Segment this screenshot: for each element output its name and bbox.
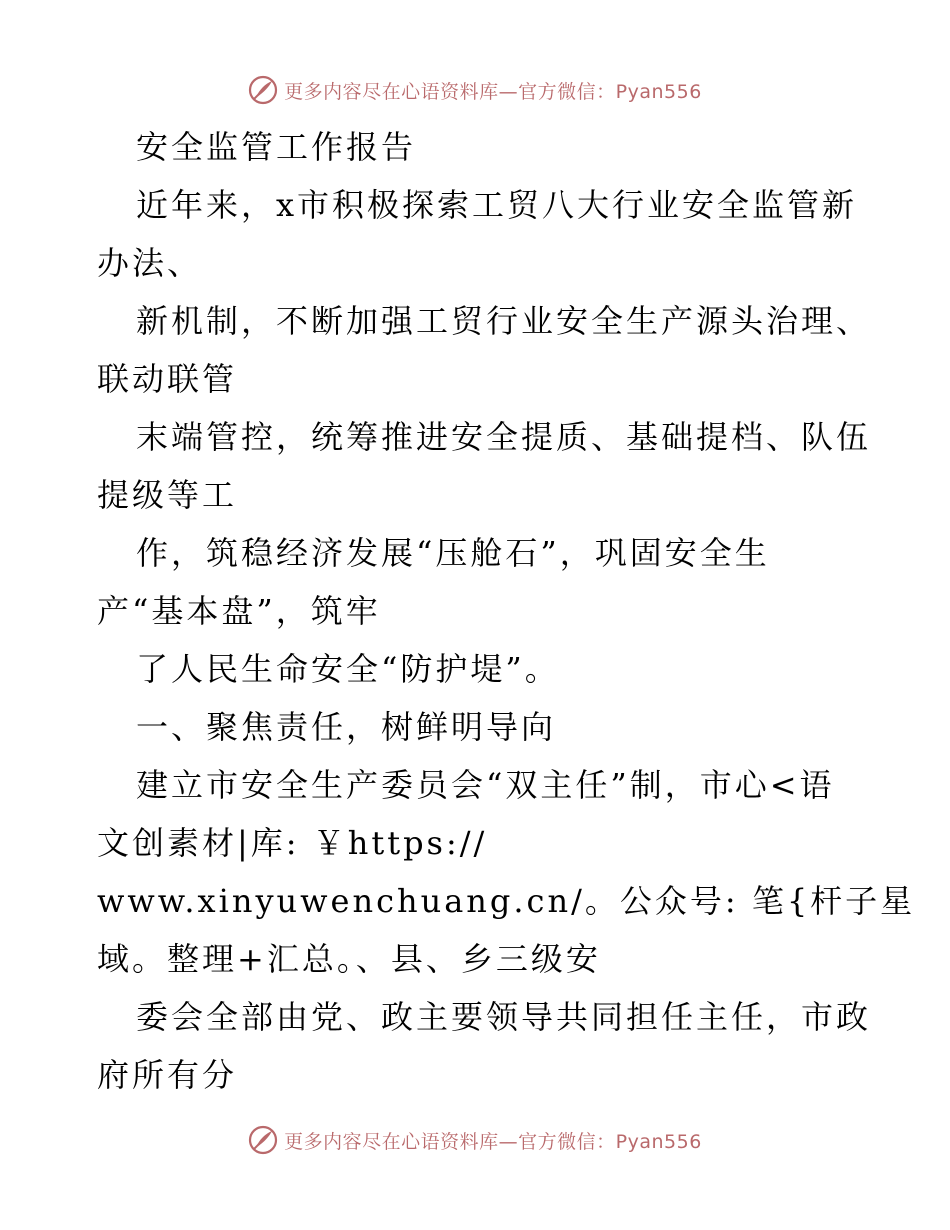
paragraph-line: 了人民生命安全“防护堤”。 [136,650,560,688]
paragraph-line: 委会全部由党、政主要领导共同担任主任，市政 [136,998,872,1036]
paragraph-line: 府所有分 [97,1056,238,1094]
footer-watermark-banner [0,1120,950,1160]
paragraph-line: 域。整理+汇总。、县、乡三级安 [97,940,601,978]
footer-watermark-text: 更多内容尽在心语资料库—官方微信：Pyan556 [284,1130,702,1153]
paragraph-line: 办法、 [97,244,203,282]
paragraph-line: 末端管控，统筹推进安全提质、基础提档、队伍 [136,418,872,456]
feather-pen-logo-icon [248,1125,278,1155]
paragraph-line: 建立市安全生产委员会“双主任”制，市心<语 [136,766,835,804]
paragraph-line: 提级等工 [97,476,238,514]
paragraph-line: 新机制，不断加强工贸行业安全生产源头治理、 [136,302,872,340]
paragraph-line: 文创素材|库: ￥https:// [97,824,488,862]
paragraph-line: 产“基本盘”，筑牢 [97,592,381,630]
paragraph-line: 作，筑稳经济发展“压舱石”，巩固安全生 [136,534,770,572]
paragraph-line: 近年来，x市积极探索工贸八大行业安全监管新 [136,186,858,224]
header-watermark-text: 更多内容尽在心语资料库—官方微信：Pyan556 [284,80,702,103]
paragraph-line: 联动联管 [97,360,238,398]
section-heading: 一、聚焦责任，树鲜明导向 [136,708,557,746]
document-title: 安全监管工作报告 [136,128,417,166]
paragraph-line: www.xinyuwenchuang.cn/。公众号: 笔{杆子星 [97,882,916,920]
